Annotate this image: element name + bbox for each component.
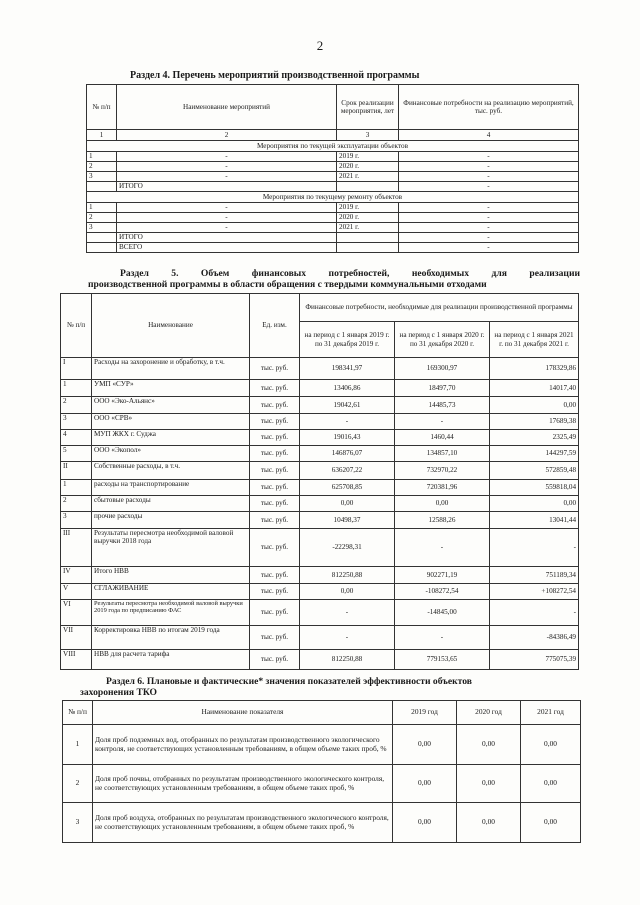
row-value-2020: 0,00 — [395, 496, 490, 512]
s6-header-name: Наименование показателя — [93, 701, 393, 725]
section6-table — [62, 700, 581, 843]
row-unit: тыс. руб. — [250, 414, 300, 430]
row-value-2019: 625708,85 — [300, 480, 395, 496]
total-label: ИТОГО — [117, 182, 337, 192]
row-value-2021: 0,00 — [521, 803, 581, 843]
row-value-2019: 13406,86 — [300, 380, 395, 397]
table-row — [63, 803, 581, 843]
row-name: - — [117, 203, 337, 213]
row-year: 2020 г. — [337, 162, 399, 172]
row-value-2020: -14845,00 — [395, 600, 490, 626]
s4-colnum: 1 — [87, 130, 117, 141]
table-row — [61, 446, 579, 462]
row-value-2020: 902271,19 — [395, 567, 490, 584]
section5-table — [60, 293, 579, 670]
s5-header-period-2020: на период с 1 января 2020 г. по 31 декабря 2020 г. — [395, 322, 490, 358]
row-num: 5 — [61, 446, 92, 462]
row-value-2019: - — [300, 600, 395, 626]
row-value-2019: 19042,61 — [300, 397, 395, 414]
s5-header-period-2019: на период с 1 января 2019 г. по 31 декабря 2019 г. — [300, 322, 395, 358]
row-num: 3 — [63, 803, 93, 843]
row-name: МУП ЖКХ г. Суджа — [92, 430, 250, 446]
row-value: - — [399, 162, 579, 172]
row-value-2020: 0,00 — [457, 725, 521, 765]
table-row — [61, 380, 579, 397]
row-value-2020: 0,00 — [457, 803, 521, 843]
row-year: 2021 г. — [337, 223, 399, 233]
row-value-2019: - — [300, 414, 395, 430]
row-value-2021: - — [490, 529, 579, 567]
row-name: Доля проб воздуха, отобранных по результатам производственного экологического контроля, не соответствующих установленным требованиям, в общем объеме таких проб, % — [93, 803, 393, 843]
s4-group2-title: Мероприятия по текущему ремонту объектов — [87, 192, 579, 203]
row-unit: тыс. руб. — [250, 380, 300, 397]
row-num: III — [61, 529, 92, 567]
table-row — [61, 529, 579, 567]
row-value-2019: 812250,88 — [300, 650, 395, 670]
row-num: I — [61, 358, 92, 380]
row-num: VI — [61, 600, 92, 626]
table-row — [87, 152, 579, 162]
row-value-2021: 178329,86 — [490, 358, 579, 380]
row-num: 3 — [61, 414, 92, 430]
row-name: Корректировка НВВ по итогам 2019 года — [92, 626, 250, 650]
row-value-2021: 2325,49 — [490, 430, 579, 446]
row-num: II — [61, 462, 92, 480]
row-num: 1 — [61, 380, 92, 397]
row-value-2019: 0,00 — [393, 803, 457, 843]
s4-colnum: 4 — [399, 130, 579, 141]
s6-header-2020: 2020 год — [457, 701, 521, 725]
row-value-2021: 0,00 — [490, 397, 579, 414]
row-unit: тыс. руб. — [250, 600, 300, 626]
table-row — [61, 584, 579, 600]
row-unit: тыс. руб. — [250, 358, 300, 380]
row-num: 1 — [63, 725, 93, 765]
section5-title-line2: производственной программы в области обращения с твердыми коммунальными отходами — [88, 279, 487, 290]
row-value-2019: - — [300, 626, 395, 650]
grand-total-value: - — [399, 243, 579, 253]
row-name: ООО «Эко-Альянс» — [92, 397, 250, 414]
row-year: 2021 г. — [337, 172, 399, 182]
row-value-2021: 559818,04 — [490, 480, 579, 496]
section4-title: Раздел 4. Перечень мероприятий производственной программы — [130, 70, 420, 81]
row-value-2021: 775075,39 — [490, 650, 579, 670]
row-value-2020: 720381,96 — [395, 480, 490, 496]
s4-colnum: 3 — [337, 130, 399, 141]
row-unit: тыс. руб. — [250, 529, 300, 567]
row-value-2020: 12588,26 — [395, 512, 490, 529]
row-name: Расходы на захоронение и обработку, в т.ч. — [92, 358, 250, 380]
row-value: - — [399, 213, 579, 223]
row-value-2021: -84386,49 — [490, 626, 579, 650]
row-num: 3 — [87, 172, 117, 182]
row-name: НВВ для расчета тарифа — [92, 650, 250, 670]
table-row — [61, 650, 579, 670]
row-value-2021: 13041,44 — [490, 512, 579, 529]
row-value: - — [399, 152, 579, 162]
row-value: - — [399, 223, 579, 233]
row-value-2019: 146876,07 — [300, 446, 395, 462]
row-value-2021: 572859,48 — [490, 462, 579, 480]
row-unit: тыс. руб. — [250, 397, 300, 414]
row-num: 1 — [87, 203, 117, 213]
table-row — [61, 480, 579, 496]
row-value-2021: 751189,34 — [490, 567, 579, 584]
row-name: Итого НВВ — [92, 567, 250, 584]
section4-table — [86, 84, 579, 253]
row-name: СГЛАЖИВАНИЕ — [92, 584, 250, 600]
row-num: VII — [61, 626, 92, 650]
row-value-2020: - — [395, 529, 490, 567]
s5-header-unit: Ед. изм. — [250, 294, 300, 358]
row-name: Доля проб подземных вод, отобранных по результатам производственного экологического контроля, не соответствующих установленным требованиям, в общем объеме таких проб, % — [93, 725, 393, 765]
section6-title-line1: Раздел 6. Плановые и фактические* значения показателей эффективности объектов — [106, 676, 472, 687]
row-num: IV — [61, 567, 92, 584]
row-name: ООО «СРВ» — [92, 414, 250, 430]
row-value-2021: 144297,59 — [490, 446, 579, 462]
row-name: сбытовые расходы — [92, 496, 250, 512]
row-unit: тыс. руб. — [250, 584, 300, 600]
s4-header-num: № п/п — [87, 85, 117, 130]
s6-header-2021: 2021 год — [521, 701, 581, 725]
row-value-2020: 18497,70 — [395, 380, 490, 397]
table-row — [87, 203, 579, 213]
row-value-2021: - — [490, 600, 579, 626]
s5-header-fin: Финансовые потребности, необходимые для реализации производственной программы — [300, 294, 579, 322]
section5-title-line1: Раздел 5. Объем финансовых потребностей, необходимых для реализации — [120, 268, 580, 279]
row-value-2019: -22298,31 — [300, 529, 395, 567]
row-value-2021: 0,00 — [521, 725, 581, 765]
row-name: - — [117, 223, 337, 233]
row-value-2021: 17689,38 — [490, 414, 579, 430]
grand-total-label: ВСЕГО — [117, 243, 337, 253]
row-value-2020: -108272,54 — [395, 584, 490, 600]
row-unit: тыс. руб. — [250, 496, 300, 512]
row-year: 2019 г. — [337, 203, 399, 213]
row-unit: тыс. руб. — [250, 462, 300, 480]
row-value-2020: 169300,97 — [395, 358, 490, 380]
row-unit: тыс. руб. — [250, 650, 300, 670]
row-num: 1 — [87, 152, 117, 162]
table-row — [61, 414, 579, 430]
section6-title-line2: захоронения ТКО — [80, 687, 158, 698]
row-value-2019: 0,00 — [393, 765, 457, 803]
row-name: - — [117, 152, 337, 162]
s4-header-term: Срок реализации мероприятия, лет — [337, 85, 399, 130]
row-value: - — [399, 172, 579, 182]
table-row — [61, 397, 579, 414]
table-row — [87, 233, 579, 243]
row-year: 2020 г. — [337, 213, 399, 223]
table-row — [87, 243, 579, 253]
s4-colnum: 2 — [117, 130, 337, 141]
s4-header-fin: Финансовые потребности на реализацию мероприятий, тыс. руб. — [399, 85, 579, 130]
row-value-2021: 0,00 — [490, 496, 579, 512]
row-value-2021: 0,00 — [521, 765, 581, 803]
row-value-2019: 10498,37 — [300, 512, 395, 529]
row-value-2020: 732970,22 — [395, 462, 490, 480]
table-row — [87, 182, 579, 192]
row-num: 2 — [87, 213, 117, 223]
table-row — [87, 223, 579, 233]
row-value-2019: 812250,88 — [300, 567, 395, 584]
row-value-2020: - — [395, 414, 490, 430]
total-value: - — [399, 233, 579, 243]
row-name: - — [117, 213, 337, 223]
total-value: - — [399, 182, 579, 192]
row-unit: тыс. руб. — [250, 446, 300, 462]
row-value-2021: +108272,54 — [490, 584, 579, 600]
row-num: VIII — [61, 650, 92, 670]
row-unit: тыс. руб. — [250, 430, 300, 446]
row-value-2020: - — [395, 626, 490, 650]
row-unit: тыс. руб. — [250, 567, 300, 584]
row-num: 2 — [87, 162, 117, 172]
row-num: 2 — [61, 397, 92, 414]
row-num: 2 — [63, 765, 93, 803]
table-row — [63, 765, 581, 803]
s6-header-2019: 2019 год — [393, 701, 457, 725]
row-value-2019: 19016,43 — [300, 430, 395, 446]
row-value-2020: 1460,44 — [395, 430, 490, 446]
table-row — [63, 725, 581, 765]
table-row — [61, 600, 579, 626]
row-value-2020: 14485,73 — [395, 397, 490, 414]
row-value-2019: 636207,22 — [300, 462, 395, 480]
row-unit: тыс. руб. — [250, 626, 300, 650]
s4-header-name: Наименование мероприятий — [117, 85, 337, 130]
row-value-2020: 779153,65 — [395, 650, 490, 670]
table-row — [61, 567, 579, 584]
row-unit: тыс. руб. — [250, 512, 300, 529]
s5-header-num: № п/п — [61, 294, 92, 358]
row-name: Результаты пересмотра необходимой валовой выручки 2019 года по предписанию ФАС — [92, 600, 250, 626]
row-name: - — [117, 162, 337, 172]
row-value-2019: 0,00 — [300, 496, 395, 512]
row-num: V — [61, 584, 92, 600]
row-name: - — [117, 172, 337, 182]
row-value-2021: 14017,40 — [490, 380, 579, 397]
total-label: ИТОГО — [117, 233, 337, 243]
page-number: 2 — [316, 38, 324, 53]
s5-header-name: Наименование — [92, 294, 250, 358]
row-name: ООО «Экопол» — [92, 446, 250, 462]
row-value-2019: 0,00 — [393, 725, 457, 765]
row-num: 2 — [61, 496, 92, 512]
table-row — [87, 172, 579, 182]
row-value: - — [399, 203, 579, 213]
row-name: Результаты пересмотра необходимой валовой выручки 2018 года — [92, 529, 250, 567]
row-unit: тыс. руб. — [250, 480, 300, 496]
s4-group1-title: Мероприятия по текущей эксплуатации объектов — [87, 141, 579, 152]
table-row — [61, 462, 579, 480]
table-row — [61, 358, 579, 380]
table-row — [87, 213, 579, 223]
row-num: 3 — [61, 512, 92, 529]
table-row — [61, 430, 579, 446]
row-name: Доля проб почвы, отобранных по результатам производственного экологического контроля, не соответствующих установленным требованиям, в общем объеме таких проб, % — [93, 765, 393, 803]
row-value-2019: 198341,97 — [300, 358, 395, 380]
row-name: Собственные расходы, в т.ч. — [92, 462, 250, 480]
table-row — [87, 162, 579, 172]
table-row — [61, 626, 579, 650]
row-num: 4 — [61, 430, 92, 446]
row-value-2020: 134857,10 — [395, 446, 490, 462]
row-value-2020: 0,00 — [457, 765, 521, 803]
row-name: расходы на транспортирование — [92, 480, 250, 496]
row-year: 2019 г. — [337, 152, 399, 162]
row-value-2019: 0,00 — [300, 584, 395, 600]
table-row — [61, 496, 579, 512]
table-row — [61, 512, 579, 529]
row-num: 3 — [87, 223, 117, 233]
row-name: УМП «СУР» — [92, 380, 250, 397]
s6-header-num: № п/п — [63, 701, 93, 725]
row-name: прочие расходы — [92, 512, 250, 529]
s5-header-period-2021: на период с 1 января 2021 г. по 31 декабря 2021 г. — [490, 322, 579, 358]
row-num: 1 — [61, 480, 92, 496]
